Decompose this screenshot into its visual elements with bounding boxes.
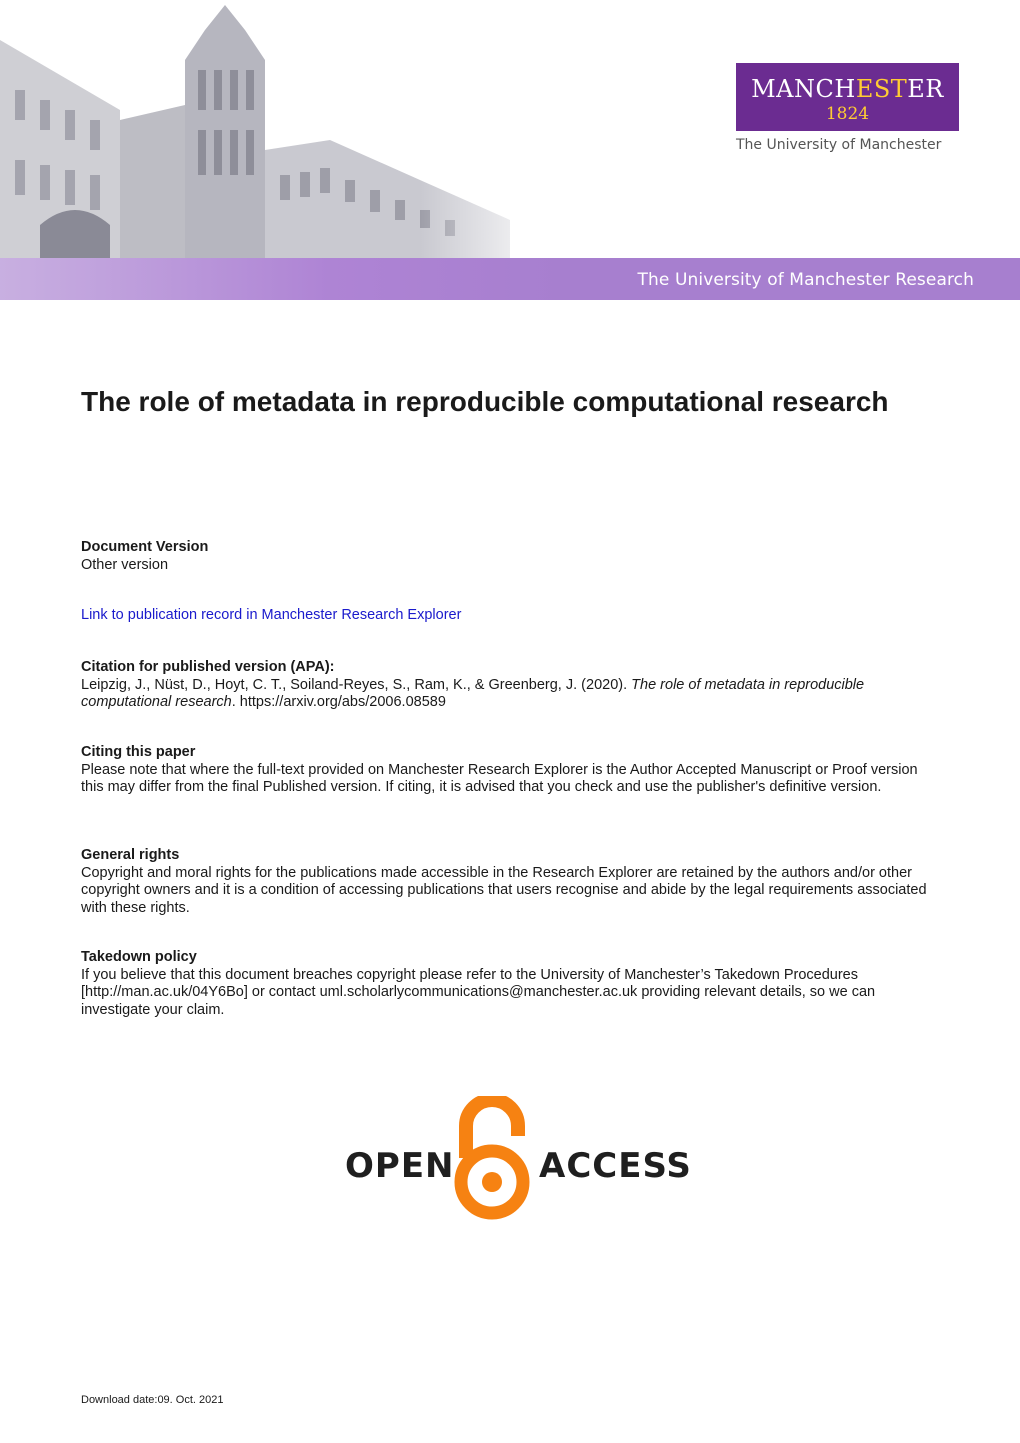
citing-section bbox=[81, 744, 941, 797]
citation-authors: Leipzig, J., Nüst, D., Hoyt, C. T., Soiland-Reyes, S., Ram, K., & Greenberg, J. (2020). bbox=[81, 676, 628, 693]
takedown-section bbox=[81, 949, 941, 1019]
citation-body: Leipzig, J., Nüst, D., Hoyt, C. T., Soiland-Reyes, S., Ram, K., & Greenberg, J. (2020). The role of metadata in reproducible computational research. https://arxiv.org/abs/2006.08589 bbox=[81, 676, 865, 710]
citation-work-title: The role of metadata in reproducible computational research bbox=[81, 676, 865, 710]
page-title: The role of metadata in reproducible computational research bbox=[81, 386, 889, 417]
header-banner bbox=[0, 0, 1020, 302]
banner-title: The University of Manchester Research bbox=[637, 270, 974, 290]
university-building-image bbox=[0, 0, 560, 302]
download-date: Download date:09. Oct. 2021 bbox=[81, 1394, 224, 1406]
general-rights-section bbox=[81, 847, 941, 917]
publication-record-link[interactable]: Link to publication record in Manchester Research Explorer bbox=[81, 607, 462, 623]
open-access-word-open: OPEN bbox=[345, 1146, 455, 1186]
takedown-heading: Takedown policy bbox=[81, 949, 197, 965]
citing-text: Please note that where the full-text provided on Manchester Research Explorer is the Author Accepted Manuscript or Proof version this may differ from the final Published version. If citing, it is advised that you check and use the publisher's definitive version. bbox=[81, 761, 918, 795]
citation-heading: Citation for published version (APA): bbox=[81, 659, 335, 675]
general-rights-heading: General rights bbox=[81, 847, 180, 863]
citation-url[interactable]: https://arxiv.org/abs/2006.08589 bbox=[239, 694, 446, 710]
open-access-word-access: ACCESS bbox=[539, 1146, 692, 1186]
citing-heading: Citing this paper bbox=[81, 744, 196, 760]
logo-subtitle: The University of Manchester bbox=[736, 137, 942, 153]
takedown-text: If you believe that this document breaches copyright please refer to the University of Manchester’s Takedown Procedures [http://man.ac.uk/04Y6Bo] or contact uml.scholarlycommunications@manchester.ac.uk providing relevant details, so we can investigate your claim. bbox=[81, 966, 876, 1018]
general-rights-text: Copyright and moral rights for the publications made accessible in the Research Explorer are retained by the authors and/or other copyright owners and it is a condition of accessing publications that users recognise and abide by the legal requirements associated with these rights. bbox=[81, 864, 927, 916]
university-logo[interactable] bbox=[736, 63, 959, 131]
document-version-heading: Document Version bbox=[81, 539, 209, 555]
logo-year: 1824 bbox=[825, 104, 870, 124]
document-version-section bbox=[81, 539, 941, 574]
document-version-value: Other version bbox=[81, 556, 169, 573]
publication-record-section bbox=[81, 607, 941, 625]
logo-wordmark: MANCHESTER bbox=[751, 75, 944, 103]
citation-section bbox=[81, 659, 941, 712]
open-access-lock-icon bbox=[450, 1096, 534, 1220]
